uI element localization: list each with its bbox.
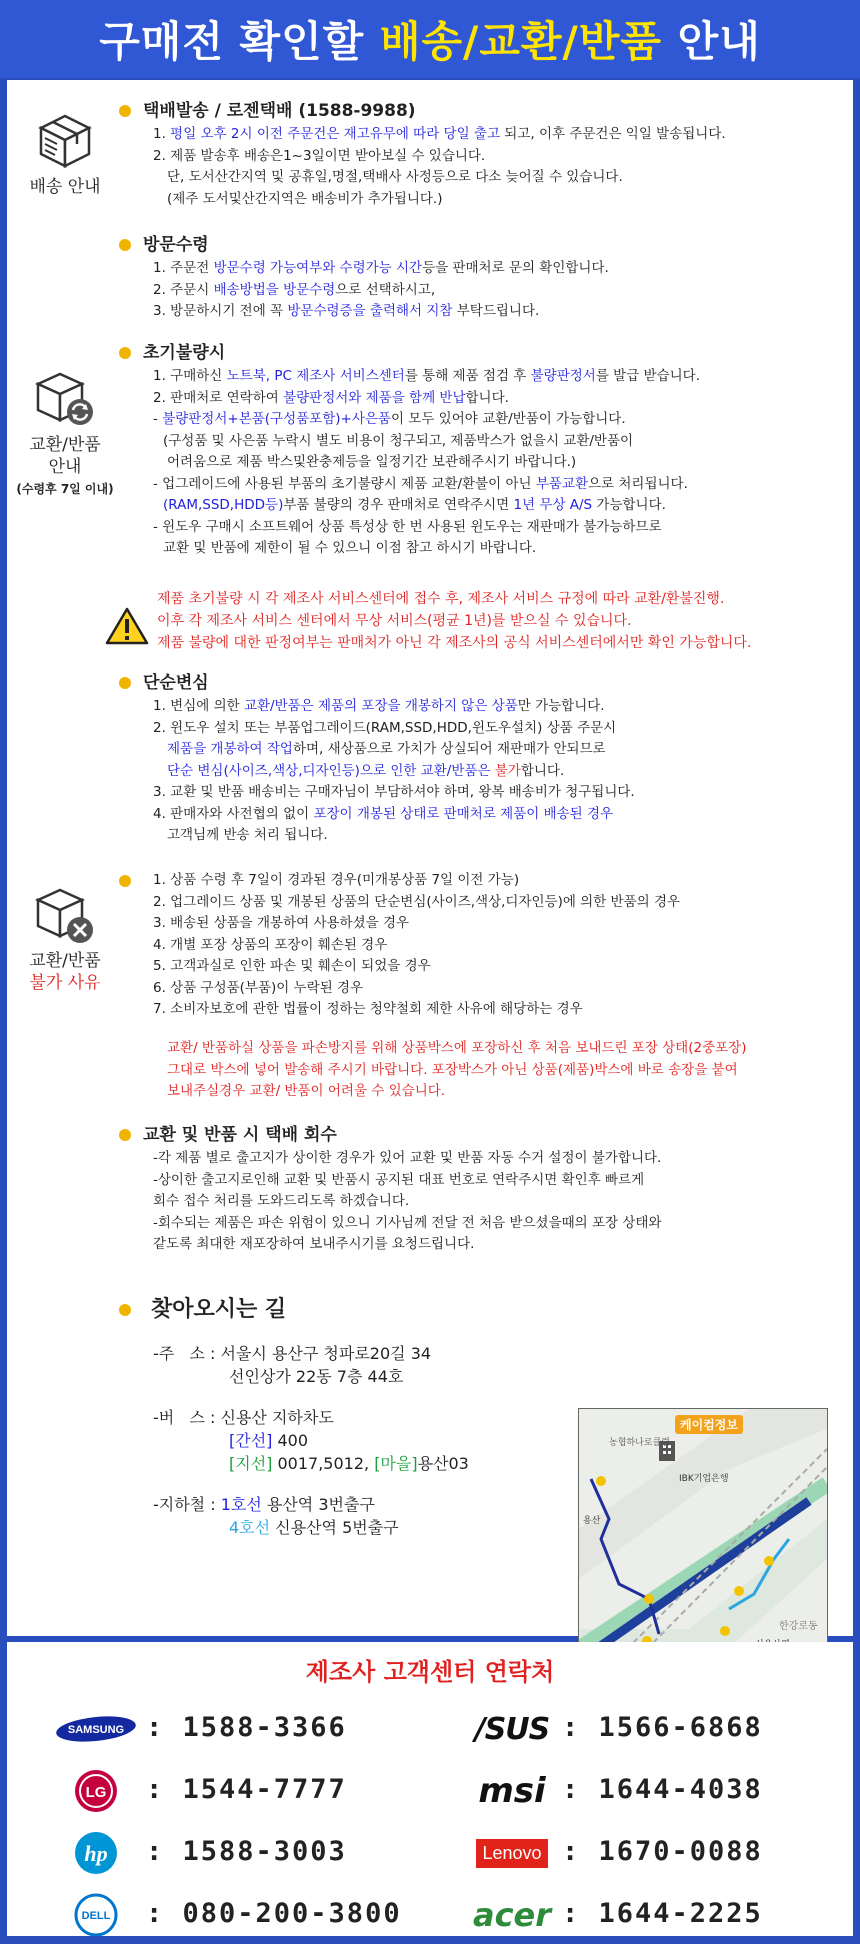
lenovo-number: : 1670-0088 [562, 1836, 763, 1867]
visit-line-1: 1. 주문전 방문수령 가능여부와 수령가능 시간등을 판매처로 문의 확인합니다. [153, 260, 609, 276]
packaging-note-line-1: 교환/ 반품하실 상품을 파손방지를 위해 상품박스에 포장하신 후 처음 보내드린 포장 상태(2중포장) [167, 1040, 747, 1056]
map-label-road: 한강로동 [779, 1621, 818, 1632]
exchange-icon-label: 교환/반품 [29, 435, 101, 455]
no-return-box-icon [32, 886, 98, 946]
msi-logo: msi [478, 1771, 546, 1811]
lenovo-logo: Lenovo [457, 1828, 567, 1878]
visit-line-3: 3. 방문하시기 전에 꼭 방문수령증을 출력해서 지참 부탁드립니다. [153, 303, 540, 319]
change-mind-line-3: 제품을 개봉하여 작업하며, 새상품으로 가치가 상실되어 재판매가 안되므로 [167, 741, 606, 757]
bullet-dot [119, 347, 131, 359]
not-allowed-item-2: 2. 업그레이드 상품 및 개봉된 상품의 단순변심(사이즈,색상,디자인등)에 의한 반품의 경우 [153, 893, 681, 910]
change-mind-line-1: 1. 변심에 의한 교환/반품은 제품의 포장을 개봉하지 않은 상품만 가능합니다. [153, 698, 605, 714]
map-badge: 케이컴정보 [675, 1415, 743, 1434]
change-mind-title: 단순변심 [117, 672, 847, 694]
title-prefix: 구매전 확인할 [99, 17, 380, 66]
change-mind-line-5: 3. 교환 및 반품 배송비는 구매자님이 부담하셔야 하며, 왕복 배송비가 청구됩니다. [153, 784, 635, 800]
not-allowed-item-7: 7. 소비자보호에 관한 법률이 정하는 청약철회 제한 사유에 해당하는 경우 [153, 1001, 583, 1017]
samsung-logo [41, 1704, 151, 1754]
page-header [0, 0, 860, 78]
svg-text:LG: LG [85, 1784, 107, 1801]
contact-asus [457, 1704, 837, 1754]
contact-lg [41, 1766, 401, 1816]
not-allowed-item-4: 4. 개별 포장 상품의 포장이 훼손된 경우 [153, 936, 388, 953]
asus-number: : 1566-6868 [562, 1712, 763, 1743]
defect-line-8: - 윈도우 구매시 소프트웨어 상품 특성상 한 번 사용된 윈도우는 재판매가 불가능하므로 [153, 518, 662, 535]
packaging-note [117, 1038, 847, 1103]
bus-line-1: -버 스 : 신용산 지하차도 [153, 1408, 334, 1427]
change-mind-line-2: 2. 윈도우 설치 또는 부품업그레이드(RAM,SSD,HDD,윈도우설치) 상품 주문시 [153, 719, 617, 736]
map-label-bus: 용산 [583, 1516, 601, 1526]
shipping-line-4: (제주 도서및산간지역은 배송비가 추가됩니다.) [167, 190, 443, 207]
dell-logo [41, 1890, 151, 1940]
exchange-icon-block [7, 368, 123, 500]
exchange-icon-note: (수령후 7일 이내) [16, 482, 114, 496]
exchange-box-icon [32, 368, 98, 430]
pickup-line-2: -상이한 출고지로인해 교환 및 반품시 공지된 대표 번호로 연락주시면 확인후 빠르게 [153, 1171, 645, 1188]
delivery-box-icon [33, 108, 97, 172]
not-allowed-item-6: 6. 상품 구성품(부품)이 누락된 경우 [153, 979, 364, 996]
title-suffix: 안내 [662, 17, 761, 66]
contact-hp [41, 1828, 401, 1878]
pickup-section [117, 1124, 847, 1256]
not-allowed-item-1: 1. 상품 수령 후 7일이 경과된 경우(미개봉상품 7일 이전 가능) [153, 872, 520, 888]
pickup-line-4: -회수되는 제품은 파손 위험이 있으니 기사님께 전달 전 처음 받으셨을때의 포장 상태와 [153, 1214, 662, 1231]
warning-icon [105, 606, 149, 646]
shipping-title: 택배발송 / 로젠택배 (1588-9988) [117, 100, 847, 122]
bullet-dot [119, 239, 131, 251]
pickup-line-3: 회수 접수 처리를 도와드리도록 하겠습니다. [153, 1193, 410, 1209]
shipping-line-2: 2. 제품 발송후 배송은1~3일이면 받아보실 수 있습니다. [153, 147, 486, 164]
not-allowed-item-5: 5. 고객과실로 인한 파손 및 훼손이 되었을 경우 [153, 958, 431, 974]
bullet-dot [119, 1129, 131, 1141]
bullet-dot [119, 1304, 131, 1316]
contact-msi [457, 1766, 837, 1816]
exchange-icon-sublabel: 안내 [48, 457, 82, 477]
change-mind-section [117, 672, 847, 847]
bus-line-3: [지선] 0017,5012, [마을]용산03 [229, 1454, 469, 1473]
lg-logo [41, 1766, 151, 1816]
directions-title: 찾아오시는 길 [117, 1296, 847, 1324]
samsung-number: : 1588-3366 [146, 1712, 347, 1743]
contact-samsung [41, 1704, 401, 1754]
change-mind-line-4: 단순 변심(사이즈,색상,디자인등)으로 인한 교환/반품은 불가합니다. [167, 762, 565, 779]
not-allowed-section [117, 870, 847, 1021]
contact-dell [41, 1890, 401, 1940]
bullet-dot [119, 677, 131, 689]
location-map[interactable] [578, 1408, 828, 1658]
not-allowed-item-3: 3. 배송된 상품을 개봉하여 사용하셨을 경우 [153, 915, 410, 931]
bullet-dot [119, 875, 131, 887]
acer-number: : 1644-2225 [562, 1898, 763, 1929]
subway-line-2: 4호선 신용산역 5번출구 [229, 1518, 399, 1537]
visit-title: 방문수령 [117, 234, 847, 256]
subway-line-1: -지하철 : 1호선 용산역 3번출구 [153, 1495, 375, 1514]
shipping-section [117, 100, 847, 210]
not-allowed-icon-block [7, 886, 123, 994]
svg-text:DELL: DELL [81, 1910, 111, 1922]
packaging-note-line-3: 보내주실경우 교환/ 반품이 어려울 수 있습니다. [167, 1083, 446, 1099]
info-panel [7, 80, 853, 1636]
map-label-bank: IBK기업은행 [679, 1474, 729, 1484]
change-mind-line-6: 4. 판매자와 사전협의 없이 포장이 개봉된 상태로 판매처로 제품이 배송된 경우 [153, 805, 614, 822]
defect-line-7: (RAM,SSD,HDD등)부품 불량의 경우 판매처로 연락주시면 1년 무상 A/S 가능합니다. [163, 497, 666, 513]
packaging-note-line-2: 그대로 박스에 넣어 발송해 주시기 바랍니다. 포장박스가 아닌 상품(제품)박스에 바로 송장을 붙여 [167, 1061, 738, 1078]
acer-logo: acer [472, 1896, 552, 1934]
warning-line-3: 제품 불량에 대한 판정여부는 판매처가 아닌 각 제조사의 공식 서비스센터에서만 확인 가능합니다. [157, 635, 752, 651]
directions-section [117, 1296, 847, 1326]
asus-logo: /SUS [474, 1711, 550, 1747]
bullet-dot [119, 105, 131, 117]
manufacturer-contacts [7, 1642, 853, 1936]
warning-line-1: 제품 초기불량 시 각 제조사 서비스센터에 접수 후, 제조사 서비스 규정에 따라 교환/환불진행. [157, 591, 725, 607]
defect-title: 초기불량시 [117, 342, 847, 364]
defect-line-9: 교환 및 반품에 제한이 될 수 있으니 이점 참고 하시기 바랍니다. [163, 540, 537, 556]
svg-text:SAMSUNG: SAMSUNG [67, 1724, 125, 1736]
address-line-1: -주 소 : 서울시 용산구 청파로20길 34 [153, 1344, 432, 1363]
warning-line-2: 이후 각 제조사 서비스 센터에서 무상 서비스(평균 1년)를 받으실 수 있습니다. [157, 613, 632, 629]
defect-line-1: 1. 구매하신 노트북, PC 제조사 서비스센터를 통해 제품 점검 후 불량판정서를 발급 받습니다. [153, 368, 701, 384]
not-allowed-icon-label: 교환/반품 [29, 951, 101, 971]
contact-acer [457, 1890, 837, 1940]
dell-number: : 080-200-3800 [146, 1898, 402, 1929]
pickup-title: 교환 및 반품 시 택배 회수 [117, 1124, 847, 1146]
bus-line-2: [간선] 400 [229, 1431, 309, 1450]
svg-text:hp: hp [84, 1841, 108, 1866]
visit-section [117, 234, 847, 323]
change-mind-line-7: 고객님께 반송 처리 됩니다. [167, 827, 328, 843]
pickup-line-1: -각 제품 별로 출고지가 상이한 경우가 있어 교환 및 반품 자동 수거 설정이 불가합니다. [153, 1150, 662, 1166]
visit-line-2: 2. 주문시 배송방법을 방문수령으로 선택하시고, [153, 281, 436, 298]
page-title [99, 9, 761, 69]
defect-line-4: (구성품 및 사은품 누락시 별도 비용이 청구되고, 제품박스가 없을시 교환/반품이 [163, 432, 634, 449]
contact-lenovo [457, 1828, 837, 1878]
map-label-top: 농협하나로클럽 [609, 1438, 670, 1448]
pickup-line-5: 같도록 최대한 재포장하여 보내주시기를 요청드립니다. [153, 1236, 475, 1252]
address-line-2: 선인상가 22동 7층 44호 [229, 1367, 404, 1386]
msi-number: : 1644-4038 [562, 1774, 763, 1805]
defect-line-5: 어려움으로 제품 박스및완충제등을 일정기간 보관해주시기 바랍니다.) [167, 454, 577, 470]
shipping-line-1: 1. 평일 오후 2시 이전 주문건은 재고유무에 따라 당일 출고 되고, 이후 주문건은 익일 발송됩니다. [153, 126, 726, 142]
hp-number: : 1588-3003 [146, 1836, 347, 1867]
not-allowed-icon-sublabel: 불가 사유 [29, 973, 101, 993]
title-highlight: 배송/교환/반품 [379, 17, 663, 66]
defect-line-2: 2. 판매처로 연락하여 불량판정서와 제품을 함께 반납합니다. [153, 389, 509, 406]
hp-logo [41, 1828, 151, 1878]
shipping-line-3: 단, 도서산간지역 및 공휴일,명절,택배사 사정등으로 다소 늦어질 수 있습니다. [167, 169, 623, 185]
defect-line-6: - 업그레이드에 사용된 부품의 초기불량시 제품 교환/환불이 아닌 부품교환으로 처리됩니다. [153, 475, 688, 492]
shipping-icon-block [7, 108, 123, 198]
defect-section [117, 342, 847, 560]
shipping-icon-label: 배송 안내 [29, 177, 101, 197]
lg-number: : 1544-7777 [146, 1774, 347, 1805]
contacts-title: 제조사 고객센터 연락처 [305, 1658, 555, 1686]
defect-line-3: - 불량판정서+본품(구성품포함)+사은품이 모두 있어야 교환/반품이 가능합니다. [153, 411, 626, 427]
